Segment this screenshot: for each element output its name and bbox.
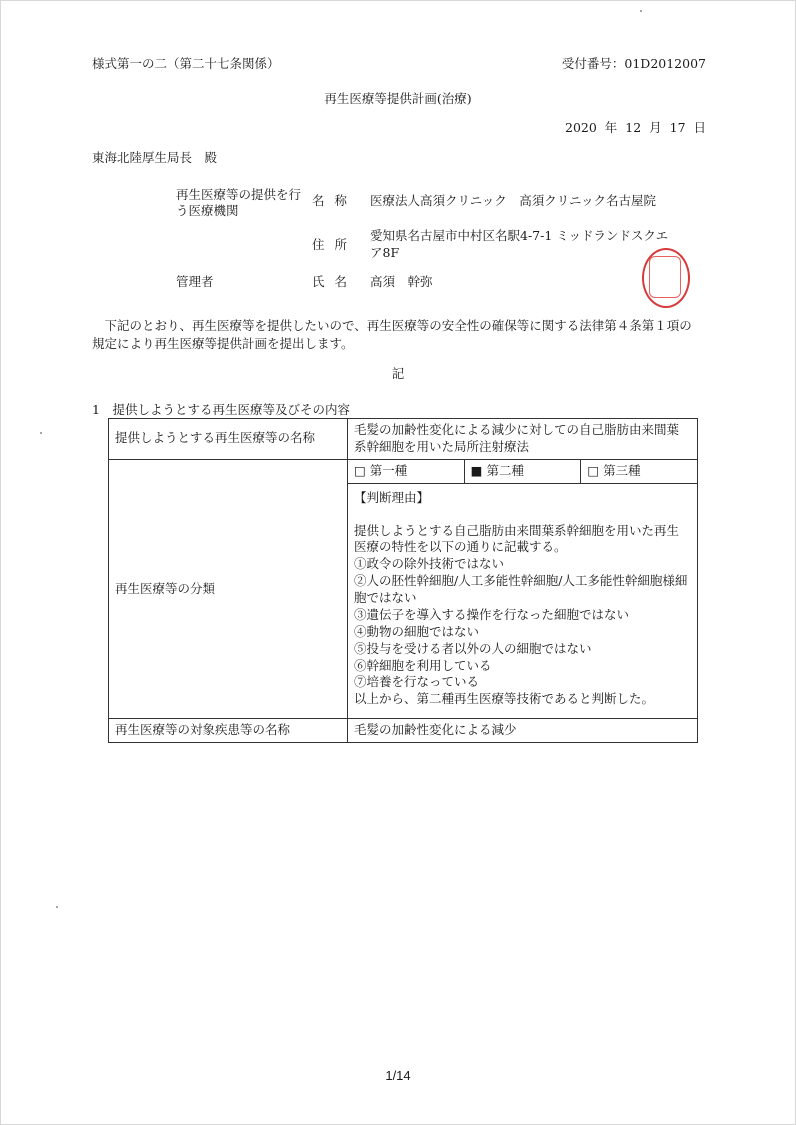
administrator-name-value: 高須 幹弥: [370, 274, 433, 289]
row3-label: 再生医療等の対象疾患等の名称: [109, 719, 348, 743]
reason-line: ⑦培養を行なっている: [354, 674, 480, 690]
institution-name-value: 医療法人高須クリニック 高須クリニック名古屋院: [370, 193, 657, 208]
table-row-disease: [109, 719, 698, 743]
institution-address-value: 愛知県名古屋市中村区名駅4-7-1 ミッドランドスクエア8F: [370, 228, 669, 260]
form-label: 様式第一の二（第二十七条関係）: [92, 56, 280, 71]
row1-value: 毛髪の加齢性変化による減少に対しての自己脂肪由来間葉系幹細胞を用いた局所注射療法: [348, 419, 698, 460]
category-type3-checkbox[interactable]: □ 第三種: [587, 462, 641, 478]
administrator-name-key: 氏名: [312, 274, 358, 289]
reason-line: ③遺伝子を導入する操作を行なった細胞ではない: [354, 606, 630, 622]
table-row-name: [109, 419, 698, 460]
reason-line: 提供しようとする自己脂肪由来間葉系幹細胞を用いた再生医療の特性を以下の通りに記載する。: [354, 522, 680, 555]
page-number: 1/14: [385, 1068, 411, 1083]
scan-speck: [640, 10, 642, 12]
receipt-number: 受付番号：01D2012007: [561, 56, 706, 71]
institution-address-key: 住所: [312, 237, 358, 252]
section-1-title: 1 提供しようとする再生医療等及びその内容: [92, 402, 350, 417]
institution-label: 再生医療等の提供を行う医療機関: [176, 187, 302, 219]
table-row-category: [109, 459, 698, 483]
reason-line: ①政令の除外技術ではない: [354, 556, 505, 572]
reason-line: 以上から、第二種再生医療等技術であると判断した。: [354, 691, 655, 707]
reason-heading: 【判断理由】: [354, 489, 430, 505]
reason-line: ④動物の細胞ではない: [354, 623, 480, 639]
reason-line: ⑤投与を受ける者以外の人の細胞ではない: [354, 640, 592, 656]
scan-speck: [40, 432, 42, 434]
addressee: 東海北陸厚生局長 殿: [92, 150, 218, 165]
reason-cell: [348, 483, 698, 719]
administrator-label: 管理者: [176, 274, 214, 289]
category-type1-checkbox[interactable]: □ 第一種: [348, 460, 465, 483]
scan-speck: [56, 906, 58, 908]
row3-value: 毛髪の加齢性変化による減少: [348, 719, 698, 743]
reason-line: ⑥幹細胞を利用している: [354, 657, 492, 673]
category-type2-checkbox[interactable]: ■ 第二種: [465, 460, 582, 483]
seal-inner-frame: [649, 256, 681, 298]
intro-paragraph: 下記のとおり、再生医療等を提供したいので、再生医療等の安全性の確保等に関する法律第４条第１項の規定により再生医療等提供計画を提出します。: [92, 318, 692, 352]
submission-date: 2020 年 12 月 17 日: [565, 120, 706, 135]
ki-heading: 記: [391, 366, 405, 381]
reason-line: ②人の胚性幹細胞/人工多能性幹細胞/人工多能性幹細胞様細胞ではない: [354, 573, 688, 605]
document-title: 再生医療等提供計画(治療): [324, 91, 472, 106]
row2-label: 再生医療等の分類: [109, 459, 348, 718]
category-cells: [348, 459, 698, 483]
treatment-table: [108, 418, 698, 743]
seal-stamp-icon: [642, 248, 690, 308]
row1-label: 提供しようとする再生医療等の名称: [109, 419, 348, 460]
institution-name-key: 名称: [312, 193, 358, 208]
